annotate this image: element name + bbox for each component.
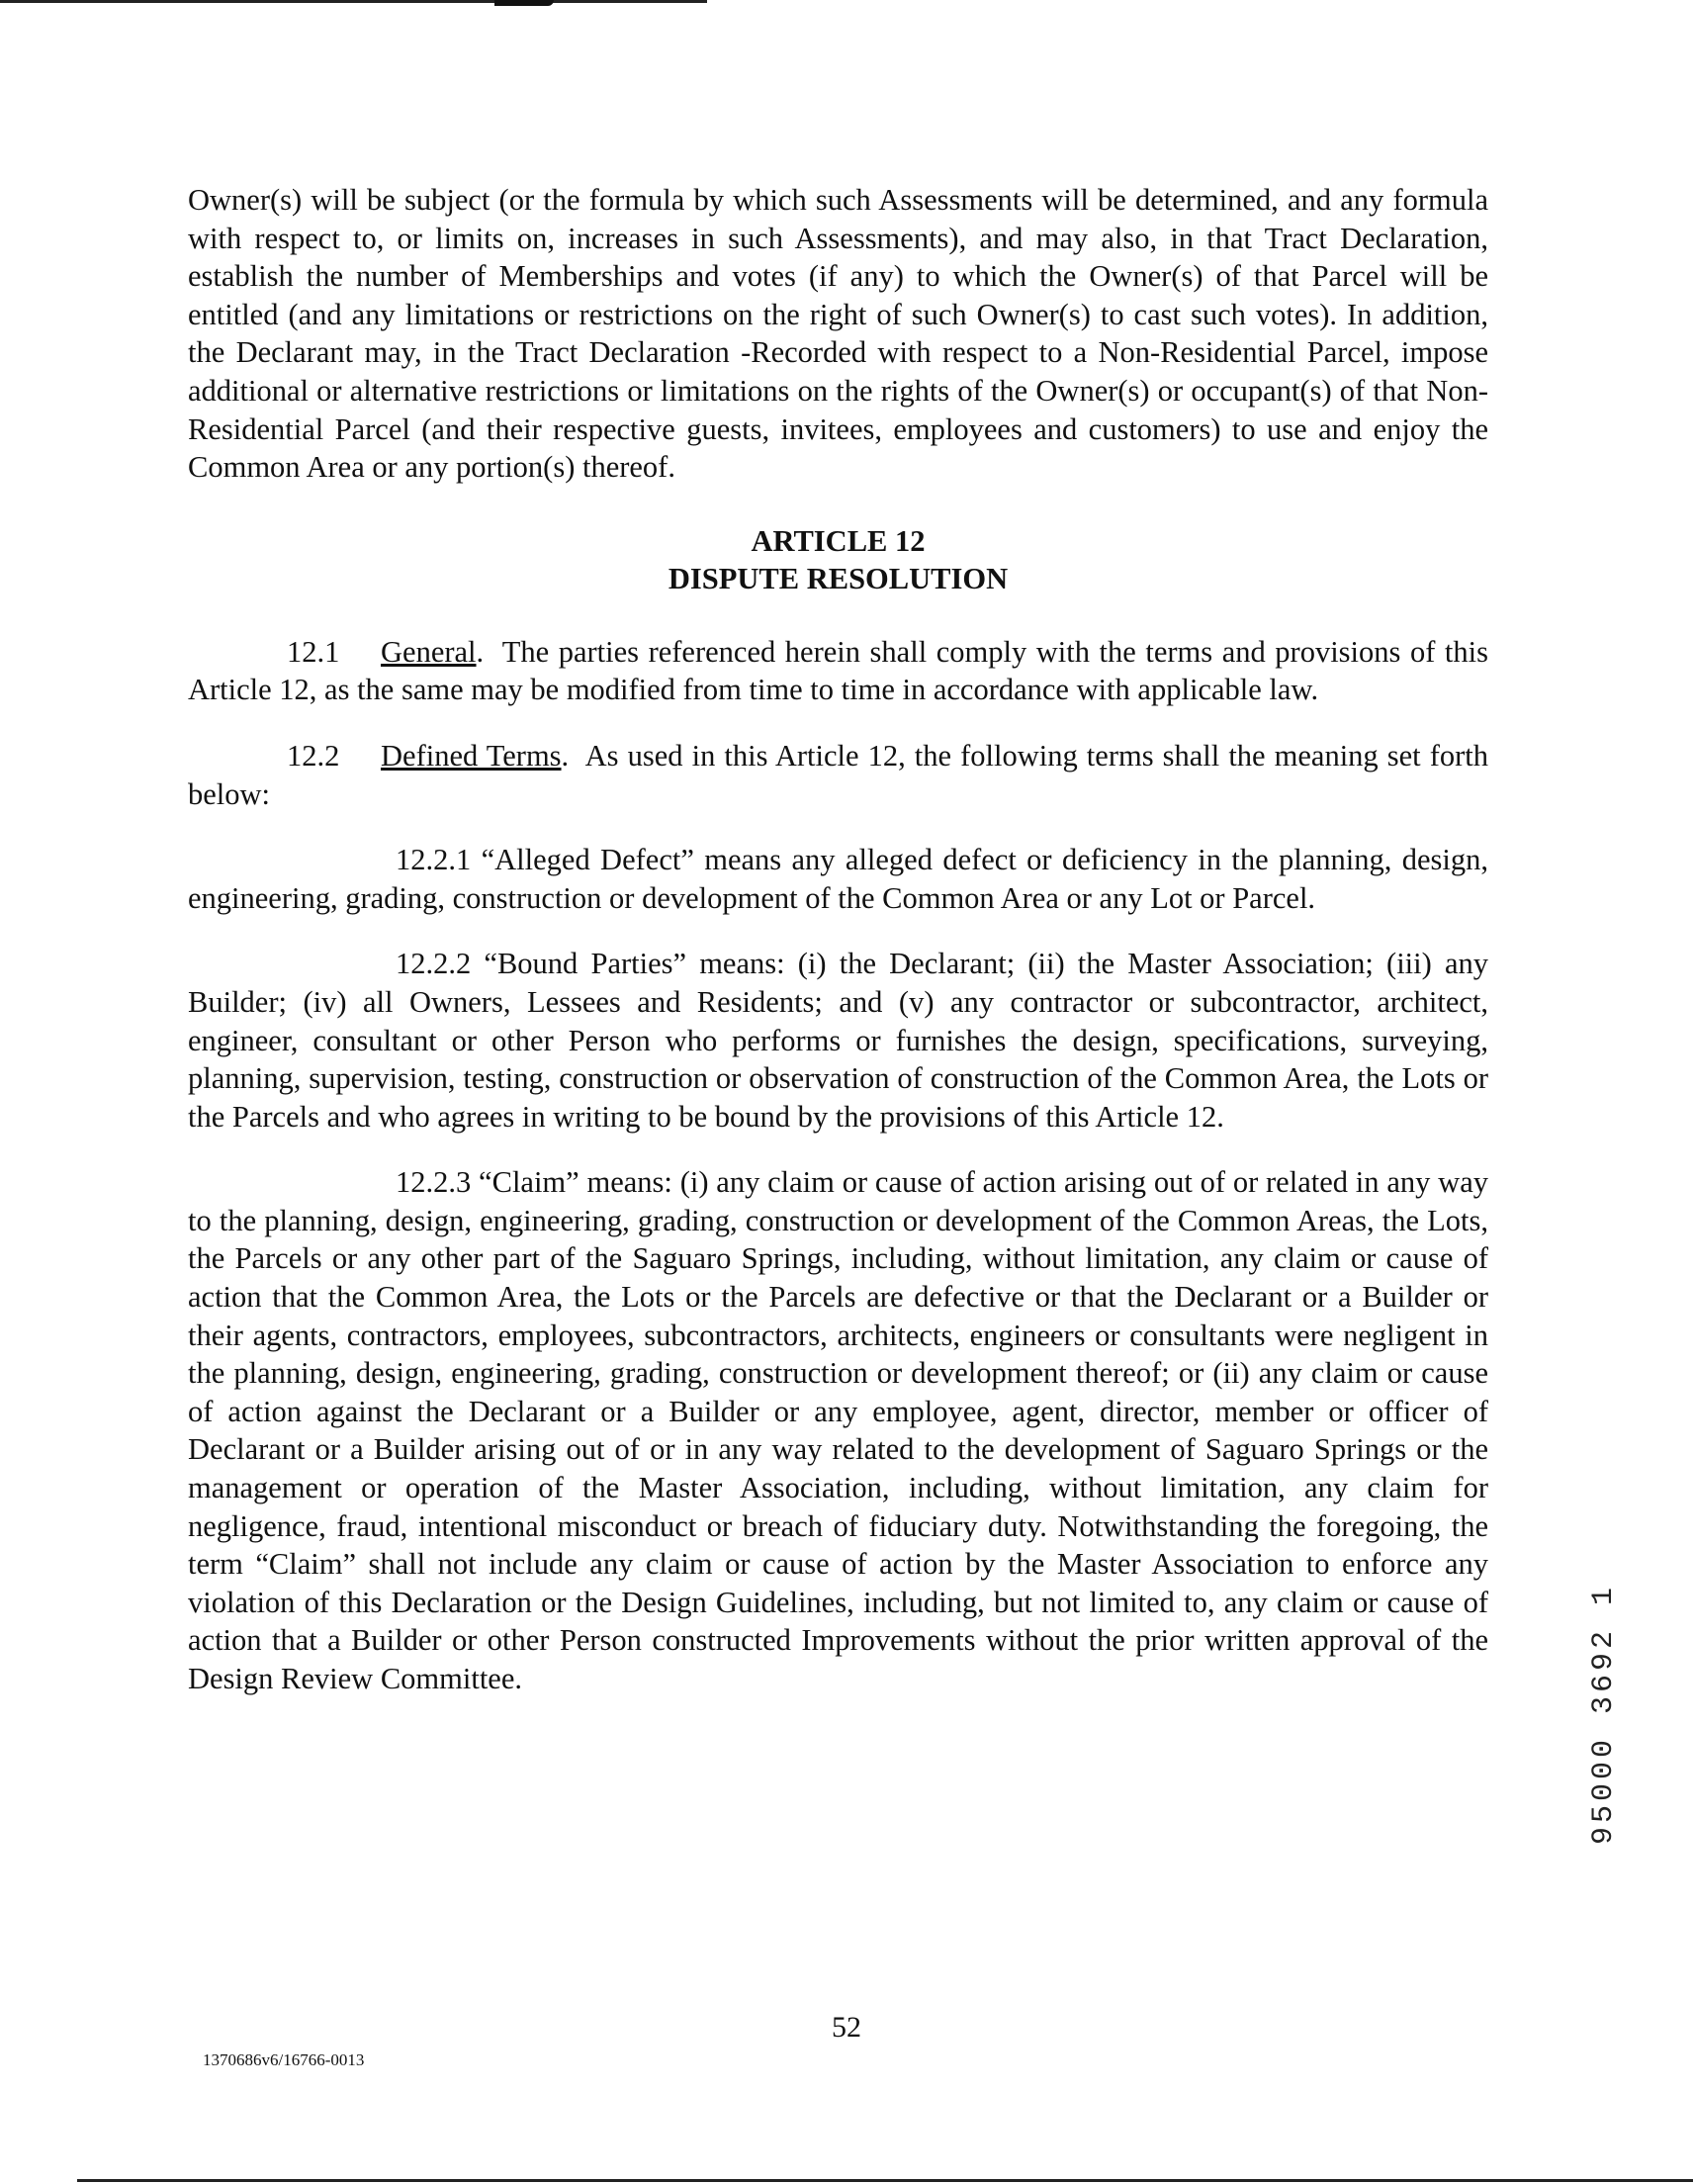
bottom-edge-rule (77, 2179, 1693, 2182)
section-number: 12.1 (287, 634, 340, 669)
section-12-1 (188, 633, 1488, 709)
top-edge-mark (494, 0, 554, 6)
subsection-12-2-1: 12.2.1 “Alleged Defect” means any alleged defect or deficiency in the planning, design, engineering, grading, construction or development of the Common Area or any Lot or Parcel. (188, 843, 1488, 915)
page-number: 52 (832, 2011, 861, 2044)
article-heading (188, 522, 1488, 597)
section-number: 12.2 (287, 738, 340, 773)
top-edge-rule (0, 0, 707, 3)
section-text: The parties referenced herein shall comply with the terms and provisions of this Article 12, as the same may be modified from time to time in accordance with applicable law. (188, 634, 1488, 707)
margin-stamp-text: 95000 3692 1 (1587, 1583, 1621, 1845)
margin-recording-stamp (1587, 1583, 1627, 1845)
section-heading: Defined Terms (381, 738, 562, 773)
document-body (188, 181, 1488, 1698)
article-number: ARTICLE 12 (751, 523, 926, 558)
subsection-12-2-3: 12.2.3 “Claim” means: (i) any claim or cause of action arising out of or related in any way to the planning, design, engineering, grading, construction or development of the Common Areas, the Lots, the Parcels or any other part of the Saguaro Springs, including, without limitation, any claim or cause of action that the Common Area, the Lots or the Parcels are defective or that the Declarant or a Builder or their agents, contractors, employees, subcontractors, architects, engineers or consultants were negligent in the planning, design, engineering, grading, construction or development thereof; or (ii) any claim or cause of action against the Declarant or a Builder or any employee, agent, director, member or officer of Declarant or a Builder arising out of or in any way related to the development of Saguaro Springs or the management or operation of the Master Association, including, without limitation, any claim for negligence, fraud, intentional misconduct or breach of fiduciary duty. Notwithstanding the foregoing, the term “Claim” shall not include any claim or cause of action by the Master Association to enforce any violation of this Declaration or the Design Guidelines, including, but not limited to, any claim or cause of action that a Builder or other Person constructed Improvements without the prior written approval of the Design Review Committee. (188, 1165, 1488, 1695)
section-12-2 (188, 737, 1488, 813)
section-heading-period: . (476, 634, 502, 669)
document-id: 1370686v6/16766-0013 (203, 2050, 365, 2069)
section-heading-period: . (561, 738, 585, 773)
section-heading: General (381, 634, 477, 669)
intro-paragraph: Owner(s) will be subject (or the formula by which such Assessments will be determined, and any formula with respect to, or limits on, increases in such Assessments), and may also, in that Tract Declaration, establish the number of Memberships and votes (if any) to which the Owner(s) of that Parcel will be entitled (and any limitations or restrictions on the right of such Owner(s) to cast such votes). In addition, the Declarant may, in the Tract Declaration -Recorded with respect to a Non-Residential Parcel, impose additional or alternative restrictions or limitations on the rights of the Owner(s) or occupant(s) of that Non-Residential Parcel (and their respective guests, invitees, employees and customers) to use and enjoy the Common Area or any portion(s) thereof. (188, 183, 1488, 485)
section-text: As used in this Article 12, the following terms shall the meaning set forth below: (188, 738, 1488, 811)
article-title: DISPUTE RESOLUTION (668, 561, 1009, 595)
subsection-12-2-2: 12.2.2 “Bound Parties” means: (i) the Declarant; (ii) the Master Association; (iii) any Builder; (iv) all Owners, Lessees and Residents; and (v) any contractor or subcontractor, architect, engineer, consultant or other Person who performs or furnishes the design, specifications, surveying, planning, supervision, testing, construction or observation of construction of the Common Area, the Lots or the Parcels and who agrees in writing to be bound by the provisions of this Article 12. (188, 947, 1488, 1134)
